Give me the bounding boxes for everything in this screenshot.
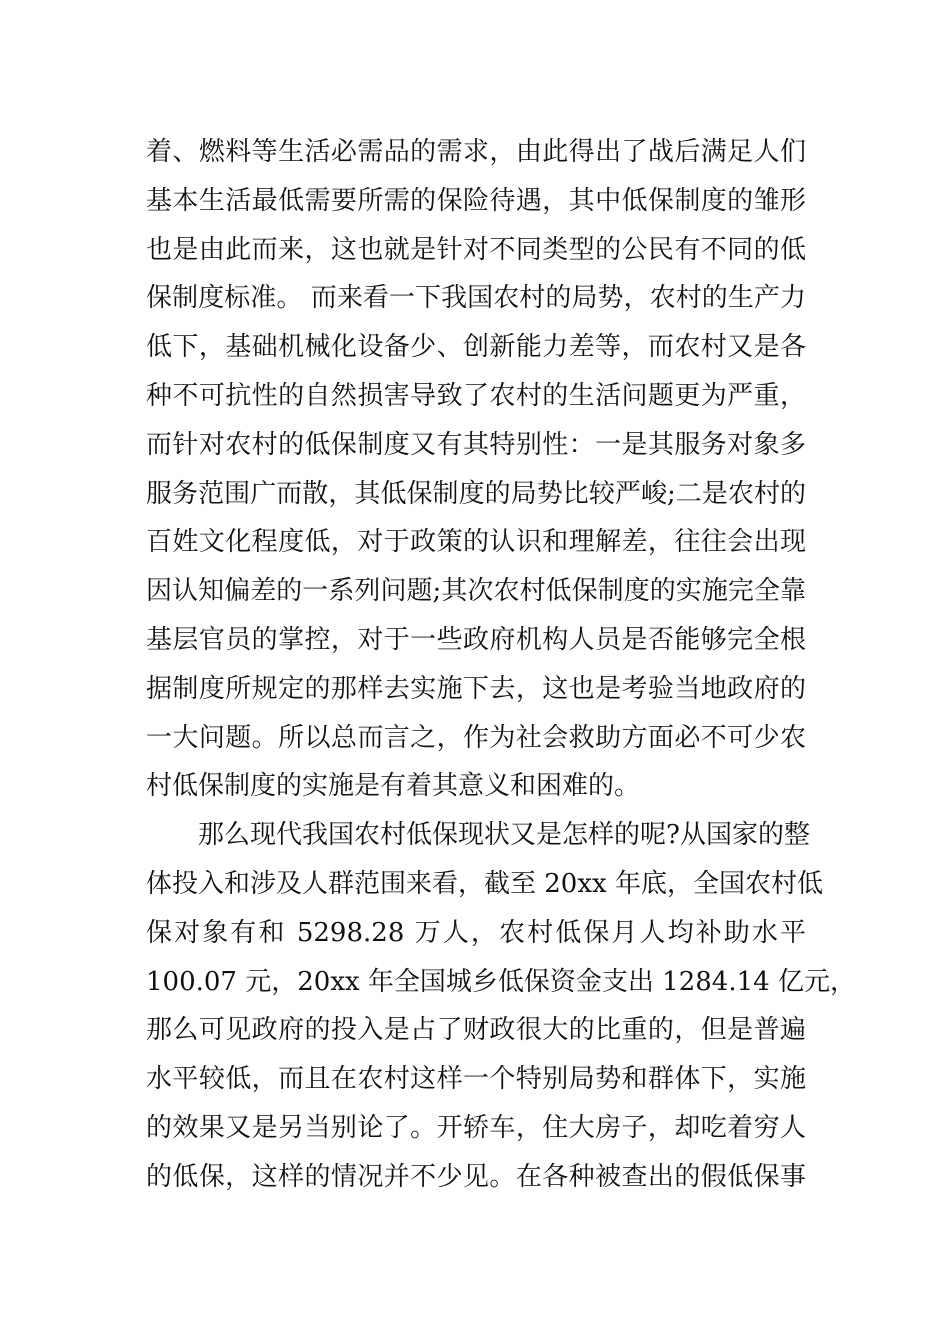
text-line: 的低保，这样的情况并不少见。在各种被查出的假低保事 [146, 1161, 806, 1192]
text-line: 也是由此而来，这也就是针对不同类型的公民有不同的低 [146, 234, 806, 265]
text-line: 100.07 元，20xx 年全国城乡低保资金支出 1284.14 亿元， [146, 966, 856, 997]
text-line: 服务范围广而散，其低保制度的局势比较严峻;二是农村的 [146, 478, 806, 509]
text-line: 种不可抗性的自然损害导致了农村的生活问题更为严重， [146, 380, 806, 411]
text-line: 着、燃料等生活必需品的需求，由此得出了战后满足人们 [146, 137, 806, 167]
text-line: 百姓文化程度低，对于政策的认识和理解差，往往会出现 [146, 527, 806, 558]
text-line: 的效果又是另当别论了。开轿车，住大房子，却吃着穷人 [146, 1112, 806, 1143]
text-line: 那么可见政府的投入是占了财政很大的比重的，但是普遍 [146, 1015, 806, 1046]
text-line: 因认知偏差的一系列问题;其次农村低保制度的实施完全靠 [146, 576, 806, 607]
text-line: 据制度所规定的那样去实施下去，这也是考验当地政府的 [146, 673, 806, 704]
text-line: 而针对农村的低保制度又有其特别性：一是其服务对象多 [146, 429, 806, 460]
text-line: 保对象有和 5298.28 万人，农村低保月人均补助水平 [146, 917, 806, 948]
paragraph-first-line: 那么现代我国农村低保现状又是怎样的呢?从国家的整 [198, 820, 810, 851]
text-line: 一大问题。所以总而言之，作为社会救助方面必不可少农 [146, 722, 806, 753]
text-line: 基层官员的掌控，对于一些政府机构人员是否能够完全根 [146, 624, 806, 655]
paragraph-end-line: 村低保制度的实施是有着其意义和困难的。 [146, 771, 641, 802]
text-line: 水平较低，而且在农村这样一个特别局势和群体下，实施 [146, 1064, 806, 1095]
text-line: 保制度标准。 而来看一下我国农村的局势，农村的生产力 [146, 283, 806, 314]
text-line: 低下，基础机械化设备少、创新能力差等，而农村又是各 [146, 332, 806, 363]
text-line: 基本生活最低需要所需的保险待遇，其中低保制度的雏形 [146, 185, 806, 216]
body-text [146, 128, 856, 1202]
text-line: 体投入和涉及人群范围来看，截至 20xx 年底，全国农村低 [146, 868, 823, 899]
